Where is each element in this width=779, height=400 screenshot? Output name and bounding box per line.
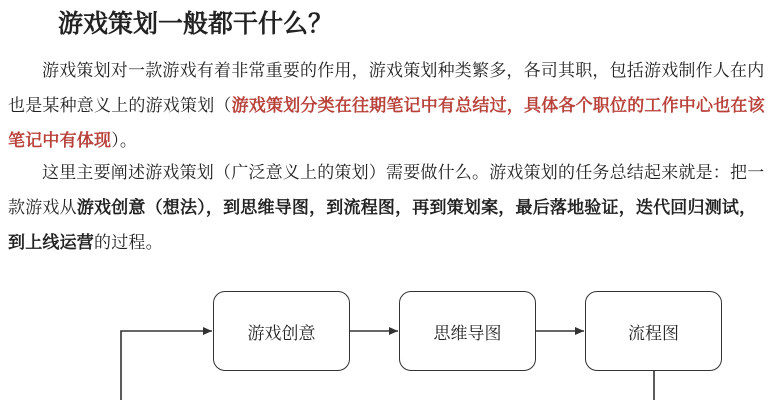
intro-highlight: 游戏策划分类在往期笔记中有总结过，具体各个职位的工作中心也在该笔记中有体现	[8, 96, 765, 151]
flow-node-idea: 游戏创意	[213, 291, 350, 371]
tasks-text: 这里主要阐述游戏策划（广泛意义上的策划）需要做什么。游戏策划的任务总结起来就是：把一款游戏从	[8, 163, 765, 218]
intro-end: ）。	[111, 131, 138, 151]
tasks-end: 的过程。	[94, 233, 163, 253]
intro-text: 游戏策划对一款游戏有着非常重要的作用，游戏策划种类繁多，各司其职，包括游戏制作人在内也是某种意义上的游戏策划（	[8, 61, 765, 116]
article-title: 游戏策划一般都干什么？	[58, 9, 334, 38]
flow-node-flowchart: 流程图	[585, 291, 722, 371]
flow-node-mindmap: 思维导图	[399, 291, 536, 371]
loop-back-arrow	[121, 331, 212, 400]
tasks-bold: 游戏创意（想法），到思维导图，到流程图，再到策划案，最后落地验证，迭代回归测试，到上线运营	[8, 198, 757, 253]
